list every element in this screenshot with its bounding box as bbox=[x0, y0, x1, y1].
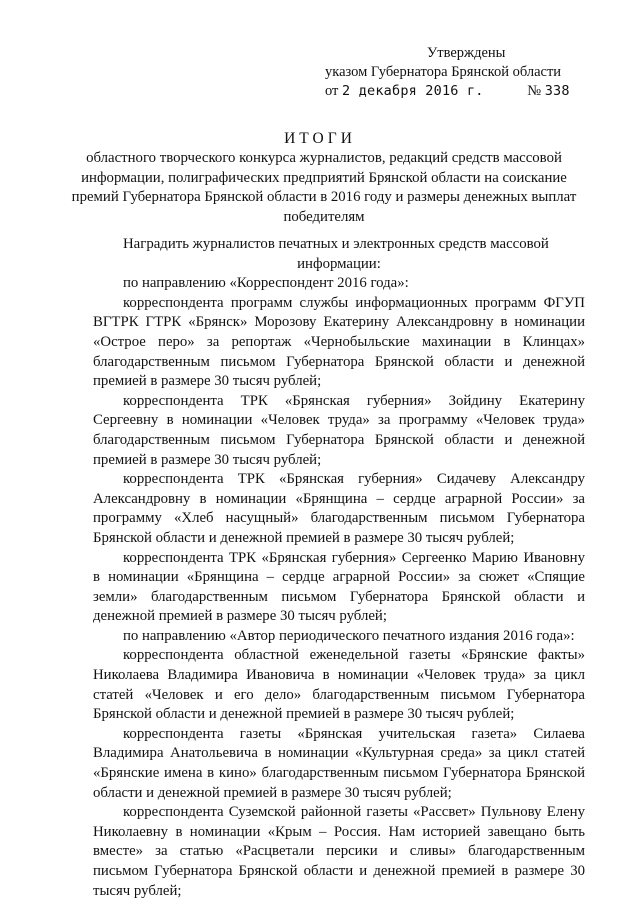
award-paragraph: корреспондента программ службы информационных программ ФГУП ВГТРК ГТРК «Брянск» Морозову Екатерину Александровну в номинации «Острое перо» за репортаж «Чернобыльские махинации в Клинцах» благодарственным письмом Губернатора Брянской области и денежной премией в размере 30 тысяч рублей; bbox=[93, 294, 585, 390]
award-paragraph: корреспондента ТРК «Брянская губерния» Сидачеву Александру Александровну в номинации «Брянщина – сердце аграрной России» за программу «Хлеб насущный» благодарственным письмом Губернатора Брянской области и денежной премией в размере 30 тысяч рублей; bbox=[93, 471, 585, 546]
section-heading: по направлению «Автор периодического печатного издания 2016 года»: bbox=[123, 627, 575, 644]
award-paragraph: корреспондента ТРК «Брянская губерния» Зойдину Екатерину Сергеевну в номинации «Человек труда» за программу «Человек труда» благодарственным письмом Губернатора Брянской области и денежной премией в размере 30 тысяч рублей; bbox=[93, 392, 585, 468]
document-body bbox=[93, 235, 585, 901]
document-subtitle: областного творческого конкурса журналистов, редакций средств массовой информации, полиграфических предприятий Брянской области на соискание премий Губернатора Брянской области в 2016 году и размеры денежных выплат победителям bbox=[71, 150, 577, 225]
intro-line: Наградить журналистов печатных и электронных средств массовой bbox=[123, 236, 549, 252]
number-prefix: № bbox=[527, 83, 542, 99]
date-stamp: 2 декабря 2016 г. bbox=[342, 83, 484, 99]
approval-block bbox=[325, 44, 625, 101]
award-paragraph: корреспондента Суземской районной газеты «Рассвет» Пульнову Елену Николаевну в номинации «Крым – Россия. Нам историей завещано быть вместе» за статью «Расцветали персики и сливы» благодарственным письмом Губернатора Брянской области и денежной премией в размере 30 тысяч рублей; bbox=[93, 804, 585, 899]
date-prefix: от bbox=[325, 83, 339, 99]
document-title: ИТОГИ bbox=[284, 130, 356, 147]
number-stamp: 338 bbox=[544, 83, 570, 99]
award-paragraph: корреспондента областной еженедельной газеты «Брянские факты» Николаева Владимира Ивановича в номинации «Человек труда» за цикл статей «Человек и его дело» благодарственным письмом Губернатора Брянской области и денежной премией в размере 30 тысяч рублей; bbox=[93, 647, 585, 723]
section-heading: по направлению «Корреспондент 2016 года»: bbox=[123, 275, 409, 292]
approval-decree: указом Губернатора Брянской области bbox=[325, 64, 562, 80]
award-paragraph: корреспондента ТРК «Брянская губерния» Сергеенко Марию Ивановну в номинации «Брянщина – сердце аграрной России» за сюжет «Спящие земли» благодарственным письмом Губернатора Брянской области и денежной премией в размере 30 тысяч рублей; bbox=[93, 549, 585, 625]
award-paragraph: корреспондента газеты «Брянская учительская газета» Силаева Владимира Анатольевича в номинации «Культурная среда» за цикл статей «Брянские имена в кино» благодарственным письмом Губернатора Брянской области и денежной премией в размере 30 тысяч рублей; bbox=[93, 725, 585, 801]
intro-line-2: информации: bbox=[297, 255, 381, 272]
approval-heading: Утверждены bbox=[427, 45, 506, 61]
approval-date-line bbox=[325, 82, 625, 101]
